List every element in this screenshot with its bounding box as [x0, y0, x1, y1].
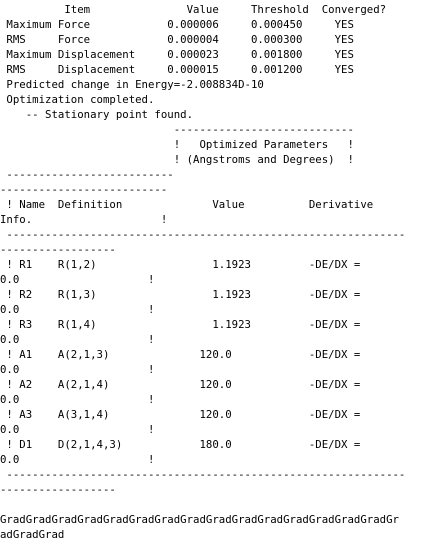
- log-line: RMS Displacement 0.000015 0.001200 YES: [0, 63, 354, 76]
- log-line: 0.0 !: [0, 393, 155, 406]
- log-line: --------------------------: [0, 183, 168, 196]
- log-line: ! A3 A(3,1,4) 120.0 -DE/DX =: [0, 408, 361, 421]
- log-line: 0.0 !: [0, 273, 155, 286]
- log-line: adGradGrad: [0, 528, 65, 541]
- log-line: --------------------------------------------------------------: [0, 468, 406, 481]
- log-line: Maximum Force 0.000006 0.000450 YES: [0, 18, 354, 31]
- log-line: ! (Angstroms and Degrees) !: [0, 153, 354, 166]
- log-line: ! Name Definition Value Derivative: [0, 198, 374, 211]
- log-line: ! D1 D(2,1,4,3) 180.0 -DE/DX =: [0, 438, 361, 451]
- log-line: 0.0 !: [0, 333, 155, 346]
- log-line: ! A2 A(2,1,4) 120.0 -DE/DX =: [0, 378, 361, 391]
- log-line: 0.0 !: [0, 363, 155, 376]
- log-line: ------------------: [0, 483, 116, 496]
- log-line: Optimization completed.: [0, 93, 155, 106]
- log-line: ! A1 A(2,1,3) 120.0 -DE/DX =: [0, 348, 361, 361]
- log-line: 0.0 !: [0, 453, 155, 466]
- log-line: --------------------------------------------------------------: [0, 228, 406, 241]
- log-line: RMS Force 0.000004 0.000300 YES: [0, 33, 354, 46]
- log-line: ----------------------------: [0, 123, 354, 136]
- log-line: Item Value Threshold Converged?: [0, 3, 387, 16]
- log-line: ------------------: [0, 243, 116, 256]
- log-line: --------------------------: [0, 168, 354, 181]
- log-line: -- Stationary point found.: [0, 108, 194, 121]
- log-line: Maximum Displacement 0.000023 0.001800 YES: [0, 48, 354, 61]
- log-line: ! R3 R(1,4) 1.1923 -DE/DX =: [0, 318, 361, 331]
- log-line: Info. !: [0, 213, 168, 226]
- log-line: 0.0 !: [0, 303, 155, 316]
- log-line: ! R1 R(1,2) 1.1923 -DE/DX =: [0, 258, 361, 271]
- log-line: Predicted change in Energy=-2.008834D-10: [0, 78, 264, 91]
- log-line: GradGradGradGradGradGradGradGradGradGradGradGradGradGradGradGr: [0, 513, 399, 526]
- log-line: ! Optimized Parameters !: [0, 138, 354, 151]
- log-line: ! R2 R(1,3) 1.1923 -DE/DX =: [0, 288, 361, 301]
- log-line: 0.0 !: [0, 423, 155, 436]
